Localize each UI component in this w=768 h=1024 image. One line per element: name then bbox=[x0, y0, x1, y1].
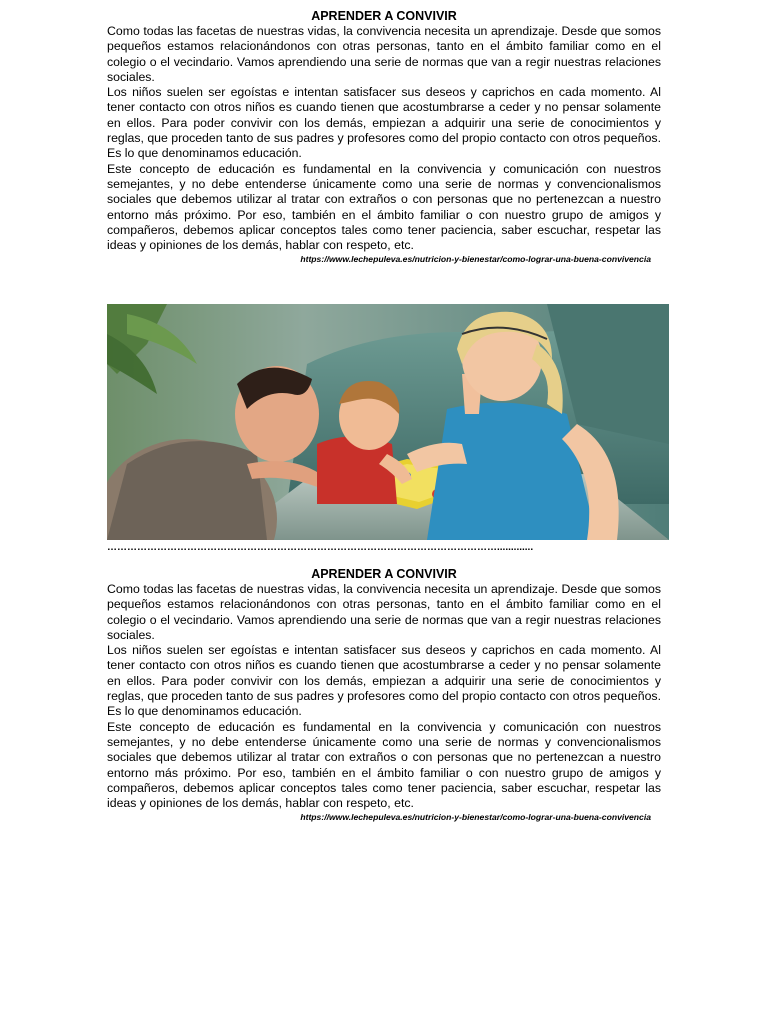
article-bottom bbox=[107, 567, 661, 823]
article-top bbox=[107, 9, 661, 265]
dotted-separator: ………………………………………………………………………………………………………............. bbox=[107, 542, 534, 553]
article-paragraph: Este concepto de educación es fundamental en la convivencia y comunicación con nuestros semejantes, y no debe entenderse únicamente como una serie de normas y convencionalismos sociales que debemos utilizar al tratar con extraños o con personas que no pertenezcan a nuestro entorno más próximo. Por eso, también en el ámbito familiar o con nuestro grupo de amigos y compañeros, debemos aplicar conceptos tales como tener paciencia, saber escuchar, respetar las ideas y opiniones de los demás, hablar con respeto, etc. bbox=[107, 719, 661, 811]
article-paragraph: Como todas las facetas de nuestras vidas, la convivencia necesita un aprendizaje. Desde que somos pequeños estamos relacionándonos con otras personas, tanto en el ámbito familiar como en el colegio o el vecindario. Vamos aprendiendo una serie de normas que van a regir nuestras relaciones sociales. bbox=[107, 24, 661, 84]
article-title: APRENDER A CONVIVIR bbox=[311, 567, 457, 581]
article-paragraph: Como todas las facetas de nuestras vidas, la convivencia necesita un aprendizaje. Desde que somos pequeños estamos relacionándonos con otras personas, tanto en el ámbito familiar como en el colegio o el vecindario. Vamos aprendiendo una serie de normas que van a regir nuestras relaciones sociales. bbox=[107, 582, 661, 642]
source-link[interactable]: https://www.lechepuleva.es/nutricion-y-bienestar/como-lograr-una-buena-convivencia bbox=[300, 254, 651, 265]
family-photo-illustration bbox=[107, 304, 669, 540]
article-paragraph: Los niños suelen ser egoístas e intentan satisfacer sus deseos y caprichos en cada momento. Al tener contacto con otros niños es cuando tienen que acostumbrarse a ceder y no pensar solamente en ellos. Para poder convivir con los demás, empiezan a adquirir una serie de conocimientos y reglas, que proceden tanto de sus padres y profesores como del propio contacto con otros pequeños. Es lo que denominamos educación. bbox=[107, 85, 661, 161]
family-board-game-photo bbox=[107, 304, 669, 540]
article-paragraph: Este concepto de educación es fundamental en la convivencia y comunicación con nuestros semejantes, y no debe entenderse únicamente como una serie de normas y convencionalismos sociales que debemos utilizar al tratar con extraños o con personas que no pertenezcan a nuestro entorno más próximo. Por eso, también en el ámbito familiar o con nuestro grupo de amigos y compañeros, debemos aplicar conceptos tales como tener paciencia, saber escuchar, respetar las ideas y opiniones de los demás, hablar con respeto, etc. bbox=[107, 161, 661, 253]
article-paragraph: Los niños suelen ser egoístas e intentan satisfacer sus deseos y caprichos en cada momento. Al tener contacto con otros niños es cuando tienen que acostumbrarse a ceder y no pensar solamente en ellos. Para poder convivir con los demás, empiezan a adquirir una serie de conocimientos y reglas, que proceden tanto de sus padres y profesores como del propio contacto con otros pequeños. Es lo que denominamos educación. bbox=[107, 643, 661, 719]
source-link[interactable]: https://www.lechepuleva.es/nutricion-y-bienestar/como-lograr-una-buena-convivencia bbox=[300, 812, 651, 823]
article-title: APRENDER A CONVIVIR bbox=[311, 9, 457, 23]
